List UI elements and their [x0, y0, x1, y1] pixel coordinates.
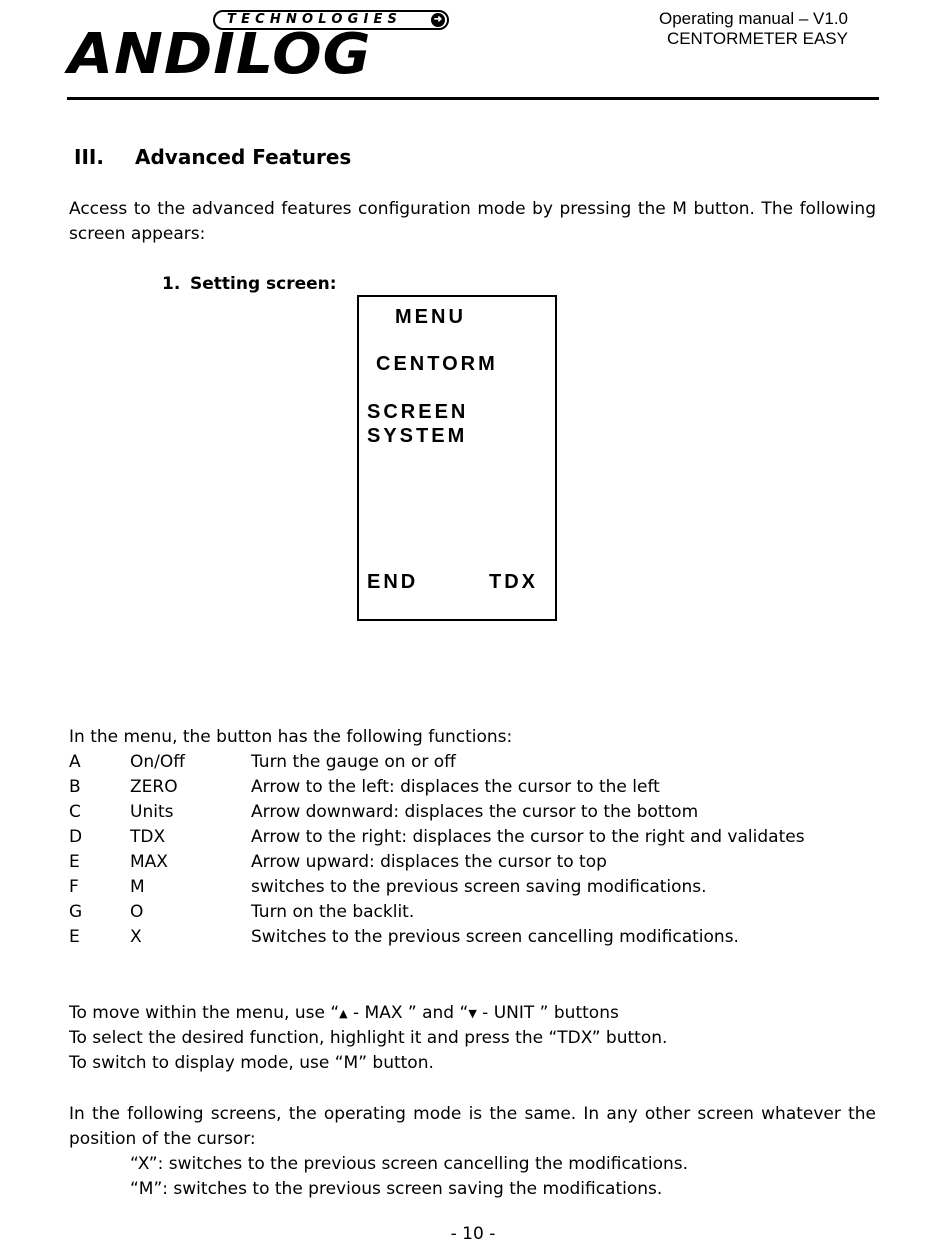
function-description: Arrow downward: displaces the cursor to the bottom [251, 802, 699, 822]
function-button: Units [130, 802, 174, 822]
function-row [69, 775, 869, 800]
function-row [69, 900, 869, 925]
navigation-move-max: - MAX ” and “ [347, 1003, 469, 1023]
logo-tagline: TECHNOLOGIES [227, 12, 403, 27]
menu-item-centorm: CENTORM [376, 353, 498, 375]
up-arrow-icon: ▲ [339, 1007, 348, 1020]
page-number: - 10 - [450, 1224, 496, 1244]
function-button: On/Off [130, 752, 185, 772]
menu-softkey-end: END [367, 571, 419, 593]
function-button: TDX [130, 827, 166, 847]
section-title: Advanced Features [135, 145, 352, 169]
function-row [69, 825, 869, 850]
function-button: MAX [130, 852, 168, 872]
function-key: E [69, 927, 80, 947]
function-button: O [130, 902, 144, 922]
section-number: III. [74, 145, 104, 169]
function-description: Arrow to the right: displaces the cursor to the right and validates [251, 827, 805, 847]
product-name: CENTORMETER EASY [666, 29, 848, 48]
menu-screen [357, 295, 557, 621]
navigation-move-prefix: To move within the menu, use “ [69, 1003, 340, 1023]
function-row [69, 925, 869, 950]
header-info [659, 9, 848, 49]
function-row [69, 875, 869, 900]
function-key: G [69, 902, 83, 922]
function-button: M [130, 877, 145, 897]
m-note: “M”: switches to the previous screen saving the modifications. [130, 1179, 663, 1199]
header-divider [67, 97, 879, 100]
function-description: Arrow upward: displaces the cursor to top [251, 852, 607, 872]
subsection-number: 1. [162, 274, 181, 294]
section-intro: Access to the advanced features configuration mode by pressing the M button. The following screen appears: [69, 199, 876, 244]
function-description: Switches to the previous screen cancelling modifications. [251, 927, 739, 947]
navigation-move-unit: - UNIT ” buttons [476, 1003, 619, 1023]
function-row [69, 800, 869, 825]
following-para: In the following screens, the operating mode is the same. In any other screen whatever the position of the cursor: [69, 1104, 876, 1149]
function-description: Arrow to the left: displaces the cursor to the left [251, 777, 660, 797]
function-row [69, 850, 869, 875]
menu-softkey-tdx: TDX [489, 571, 538, 593]
subsection-heading [162, 272, 337, 297]
menu-screen-title: MENU [395, 306, 466, 328]
navigation-select: To select the desired function, highlight it and press the “TDX” button. [69, 1028, 668, 1048]
function-key: C [69, 802, 81, 822]
function-description: switches to the previous screen saving modifications. [251, 877, 707, 897]
function-key: B [69, 777, 81, 797]
function-key: D [69, 827, 83, 847]
subsection-title: Setting screen: [190, 274, 337, 294]
function-button: ZERO [130, 777, 178, 797]
function-description: Turn on the backlit. [251, 902, 415, 922]
function-button: X [130, 927, 142, 947]
function-key: A [69, 752, 81, 772]
logo-andilog: ANDILOG [68, 22, 372, 87]
function-key: E [69, 852, 80, 872]
function-key: F [69, 877, 79, 897]
menu-item-system: SYSTEM [367, 425, 468, 447]
navigation-display-mode: To switch to display mode, use “M” button. [69, 1053, 434, 1073]
functions-intro: In the menu, the button has the following functions: [69, 727, 513, 747]
down-arrow-icon: ▼ [468, 1007, 477, 1020]
arrow-right-icon: ➜ [431, 13, 445, 27]
manual-version: Operating manual – V1.0 [658, 9, 848, 28]
x-note: “X”: switches to the previous screen cancelling the modifications. [130, 1154, 689, 1174]
menu-item-screen: SCREEN [367, 401, 469, 423]
navigation-move [69, 1001, 619, 1026]
function-row [69, 750, 869, 775]
section-heading [74, 144, 351, 170]
function-description: Turn the gauge on or off [251, 752, 456, 772]
